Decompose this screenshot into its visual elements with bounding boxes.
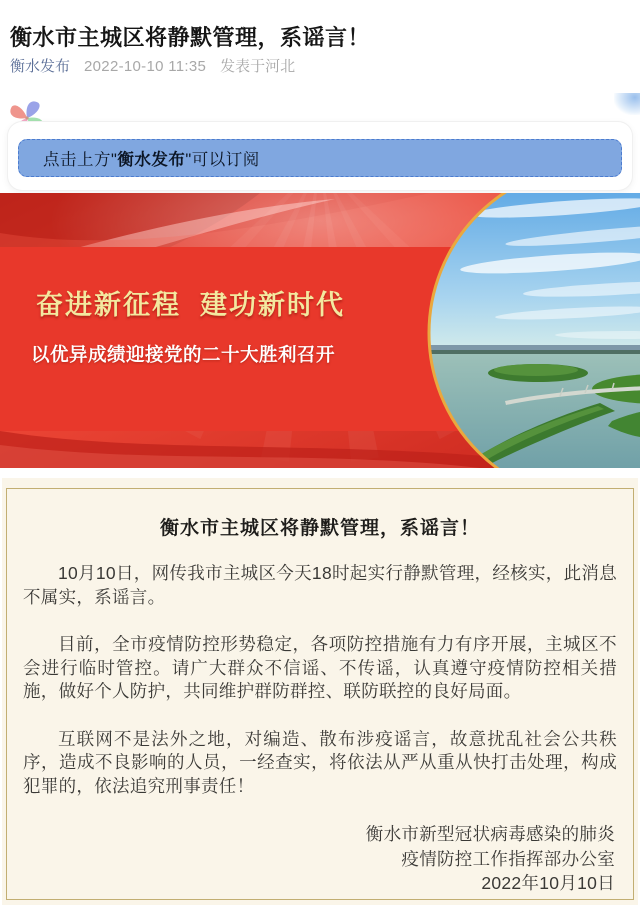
account-name-link[interactable]: 衡水发布 (10, 58, 71, 75)
subscribe-text-suffix: "可以订阅 (185, 151, 260, 169)
notice-title: 衡水市主城区将静默管理，系谣言！ (159, 518, 480, 539)
notice-paragraph: 10月10日，网传我市主城区今天18时起实行静默管理，经核实，此消息不属实，系谣言。 (23, 563, 617, 607)
banner-image (0, 193, 640, 468)
notice-paragraph: 目前，全市疫情防控形势稳定，各项防控措施有力有序开展，主城区不会进行临时管控。请广大群众不信谣、不传谣，认真遵守疫情防控相关措施，做好个人防护，共同维护群防群控、联防联控的良好局面。 (23, 634, 617, 701)
subscribe-banner[interactable] (18, 139, 622, 177)
banner-headline: 奋进新征程 建功新时代 (36, 290, 346, 320)
notice-signature (23, 822, 617, 896)
page-title: 衡水市主城区将静默管理，系谣言！ (10, 24, 371, 50)
notice-box (2, 478, 638, 905)
signature-line: 疫情防控工作指挥部办公室 (401, 848, 615, 869)
subscribe-text-prefix: 点击上方" (43, 151, 118, 169)
notice-border-frame (6, 488, 634, 900)
banner-subheadline: 以优异成绩迎接党的二十大胜利召开 (31, 344, 336, 365)
publish-location: 发表于河北 (220, 58, 296, 75)
signature-date: 2022年10月10日 (481, 873, 615, 893)
signature-line: 衡水市新型冠状病毒感染的肺炎 (365, 824, 615, 844)
subscribe-card (8, 122, 632, 190)
subscribe-account-name: 衡水发布 (117, 151, 186, 169)
publish-timestamp: 2022-10-10 11:35 (84, 58, 207, 75)
notice-paragraph: 互联网不是法外之地，对编造、散布涉疫谣言，故意扰乱社会公共秩序，造成不良影响的人员，一经查实，将依法从严从重从快打击处理，构成犯罪的，依法追究刑事责任！ (23, 728, 617, 796)
decorative-blue-blob (614, 93, 640, 115)
byline (10, 55, 295, 76)
